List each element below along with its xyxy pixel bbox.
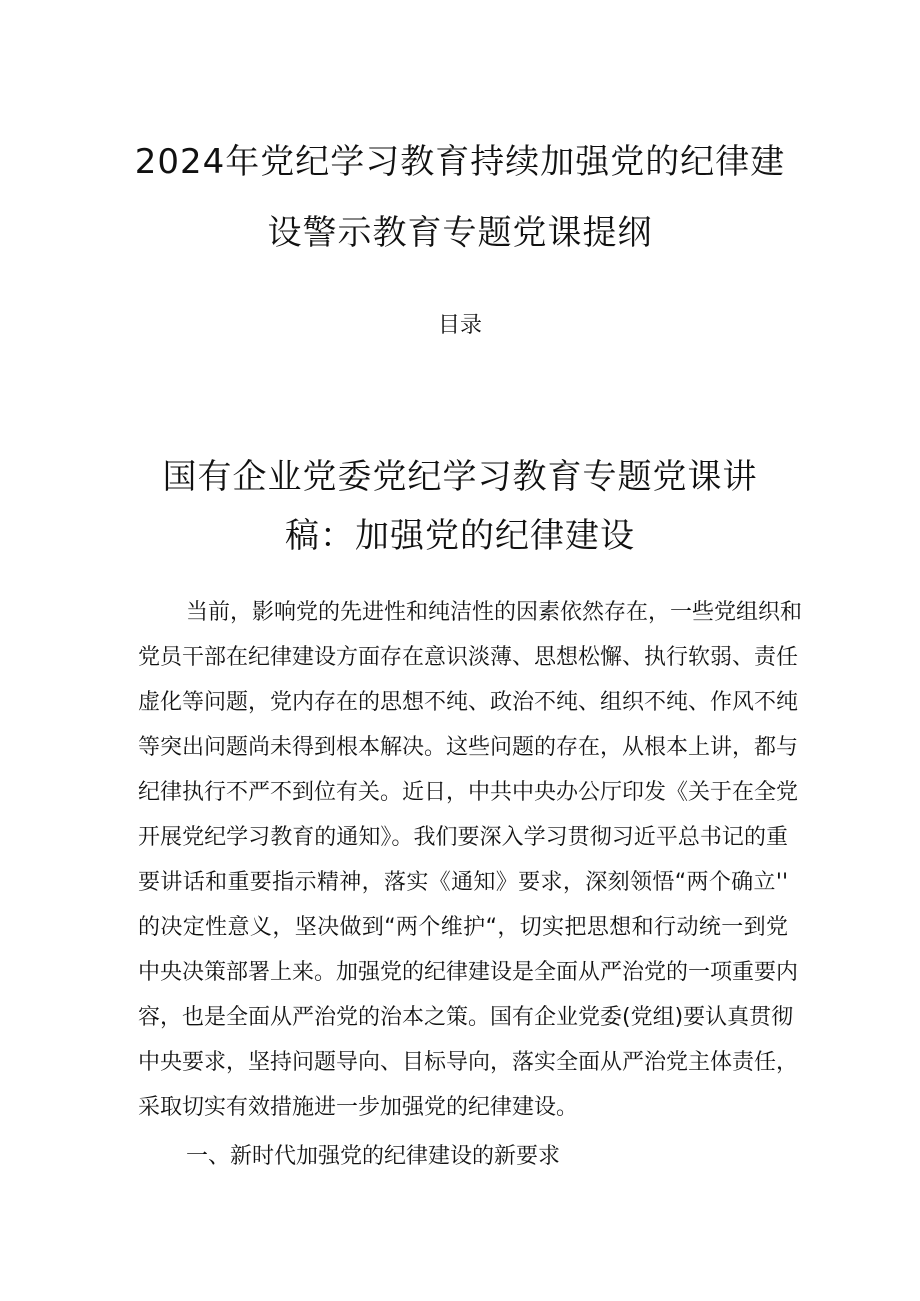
document-title-line-1: 2024年党纪学习教育持续加强党的纪律建 xyxy=(134,142,786,182)
document-title-line-2: 设警示教育专题党课提纲 xyxy=(267,213,653,253)
speech-title-line-1: 国有企业党委党纪学习教育专题党课讲 xyxy=(162,457,758,497)
paragraph-line: 中央要求，坚持问题导向、目标导向，落实全面从严治党主体责任， xyxy=(138,1050,799,1075)
section-heading: 一、新时代加强党的纪律建设的新要求 xyxy=(186,1144,561,1169)
paragraph-line: 开展党纪学习教育的通知》。我们要深入学习贯彻习近平总书记的重 xyxy=(138,825,788,850)
paragraph-line: 采取切实有效措施进一步加强党的纪律建设。 xyxy=(138,1095,579,1120)
paragraph-line: 当前，影响党的先进性和纯洁性的因素依然存在，一些党组织和 xyxy=(186,600,803,625)
speech-title-line-2: 稿：加强党的纪律建设 xyxy=(285,516,635,556)
paragraph-line: 容，也是全面从严治党的治本之策。国有企业党委(党组)要认真贯彻 xyxy=(138,1005,794,1030)
paragraph-line: 中央决策部署上来。加强党的纪律建设是全面从严治党的一项重要内 xyxy=(138,960,799,985)
paragraph-line: 要讲话和重要指示精神，落实《通知》要求，深刻领悟“两个确立'' xyxy=(138,870,788,895)
paragraph-line: 虚化等问题，党内存在的思想不纯、政治不纯、组织不纯、作风不纯 xyxy=(138,690,799,715)
paragraph-line: 的决定性意义，坚决做到“两个维护“，切实把思想和行动统一到党 xyxy=(138,915,788,940)
paragraph-line: 纪律执行不严不到位有关。近日，中共中央办公厅印发《关于在全党 xyxy=(138,780,799,805)
paragraph-line: 党员干部在纪律建设方面存在意识淡薄、思想松懈、执行软弱、责任 xyxy=(138,645,799,670)
table-of-contents-heading: 目录 xyxy=(437,313,482,338)
paragraph-line: 等突出问题尚未得到根本解决。这些问题的存在，从根本上讲，都与 xyxy=(138,735,799,760)
